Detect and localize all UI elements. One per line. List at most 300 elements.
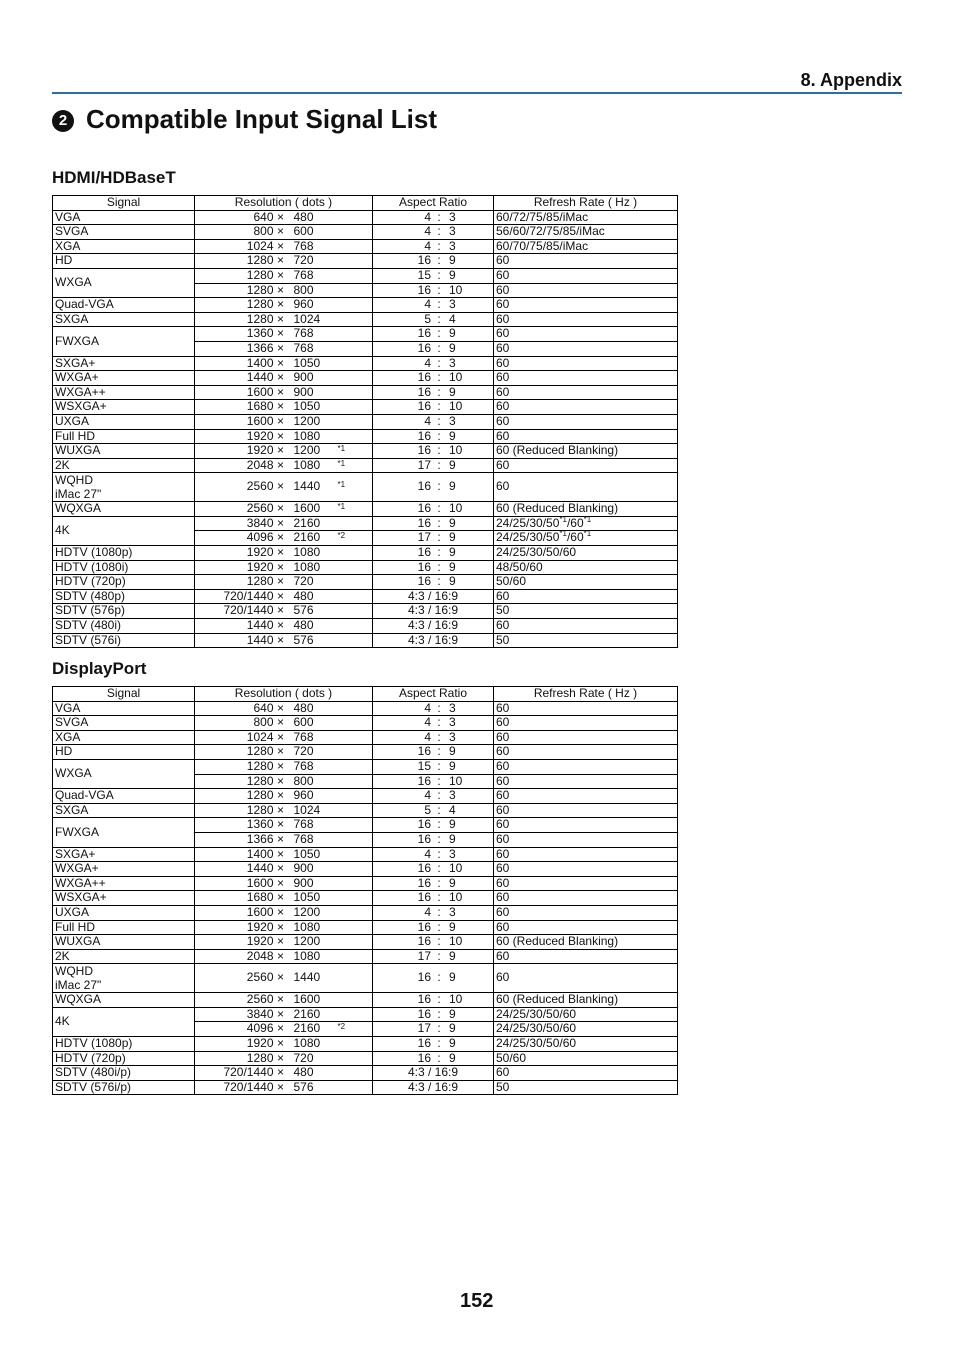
- refresh-rate-text: 50/60: [496, 574, 527, 589]
- times-sign: ×: [276, 992, 284, 1007]
- aspect-width: 4: [424, 905, 431, 919]
- aspect-width: 17: [417, 458, 431, 472]
- table-row: [53, 327, 678, 342]
- refresh-rate-text: 60: [496, 832, 510, 846]
- resolution-height: 1050: [293, 399, 321, 414]
- colon: :: [437, 210, 441, 224]
- table-row: [53, 701, 678, 716]
- signal-name: WQHD: [55, 964, 93, 979]
- aspect-height: 3: [449, 224, 456, 239]
- aspect-height: 3: [449, 414, 456, 428]
- resolution-width: 4096: [246, 1021, 274, 1036]
- aspect-height: 9: [449, 949, 456, 963]
- resolution-value: [197, 950, 370, 964]
- resolution-cell: [195, 619, 373, 634]
- resolution-width: 720/1440: [223, 589, 274, 603]
- aspect-ratio-value: [375, 459, 491, 473]
- refresh-rate-text: 60: [496, 414, 510, 428]
- footnote-marker: [338, 415, 358, 429]
- aspect-height: 10: [449, 501, 463, 516]
- table-row: [53, 949, 678, 964]
- colon: :: [437, 458, 441, 472]
- resolution-value: [197, 415, 370, 429]
- refresh-rate-cell: [494, 789, 678, 804]
- resolution-cell: [195, 774, 373, 789]
- refresh-rate-text: 60: [496, 970, 510, 985]
- resolution-cell: [195, 312, 373, 327]
- aspect-ratio-value: [375, 269, 491, 283]
- resolution-value: [197, 590, 370, 604]
- footnote-marker: [338, 993, 358, 1007]
- aspect-ratio-value: [375, 921, 491, 935]
- aspect-ratio-value: [375, 327, 491, 341]
- resolution-cell: [195, 847, 373, 862]
- refresh-rate-cell: [494, 803, 678, 818]
- hdmi-signal-table: [52, 195, 678, 648]
- table-row: [53, 254, 678, 269]
- aspect-width: 16: [417, 479, 431, 494]
- refresh-rate-text: 60: [496, 861, 510, 876]
- resolution-width: 1600: [246, 905, 274, 919]
- resolution-cell: [195, 327, 373, 342]
- refresh-rate-cell: [494, 385, 678, 400]
- table-row: [53, 239, 678, 254]
- footnote-marker: [338, 877, 358, 891]
- aspect-width: 16: [417, 1036, 431, 1051]
- signal-cell: 4K: [53, 516, 195, 545]
- refresh-rate-cell: [494, 429, 678, 444]
- table-header-row: [53, 196, 678, 211]
- aspect-height: 3: [449, 701, 456, 715]
- aspect-ratio-value: [375, 575, 491, 589]
- refresh-rate-text: 60: [496, 744, 510, 759]
- signal-cell: WUXGA: [53, 935, 195, 950]
- resolution-value: [197, 430, 370, 444]
- times-sign: ×: [276, 516, 284, 530]
- footnote-marker: [338, 731, 358, 745]
- refresh-rate-text: 60/70/75/85/iMac: [496, 239, 589, 253]
- aspect-ratio-cell: [373, 1022, 494, 1037]
- resolution-width: 2048: [246, 458, 274, 472]
- aspect-ratio-value: [375, 386, 491, 400]
- colon: :: [437, 253, 441, 268]
- aspect-ratio-cell: [373, 210, 494, 225]
- resolution-cell: [195, 356, 373, 371]
- aspect-height: 9: [449, 545, 456, 560]
- footnote-marker: [338, 971, 358, 985]
- times-sign: ×: [276, 1021, 284, 1036]
- signal-cell: HDTV (1080p): [53, 546, 195, 561]
- resolution-cell: [195, 862, 373, 877]
- refresh-rate-cell: [494, 964, 678, 993]
- aspect-width: 16: [417, 744, 431, 759]
- resolution-cell: [195, 935, 373, 950]
- footnote-marker: [338, 400, 358, 414]
- resolution-width: 1920: [246, 429, 274, 443]
- aspect-height: 9: [449, 876, 456, 890]
- aspect-ratio-value: [375, 731, 491, 745]
- footnote-marker: [338, 775, 358, 789]
- aspect-ratio-cell: [373, 730, 494, 745]
- aspect-width: 16: [417, 370, 431, 385]
- aspect-ratio-cell: [373, 964, 494, 993]
- resolution-width: 720/1440: [223, 1065, 274, 1080]
- resolution-height: 800: [293, 283, 314, 297]
- aspect-ratio-cell: [373, 327, 494, 342]
- footnote-marker: [338, 430, 358, 444]
- signal-cell: [53, 473, 195, 502]
- refresh-rate-text: 60 (Reduced Blanking): [496, 992, 619, 1007]
- times-sign: ×: [276, 934, 284, 949]
- resolution-width: 2560: [246, 992, 274, 1007]
- footnote-marker: [338, 818, 358, 832]
- aspect-ratio-value: [375, 225, 491, 239]
- aspect-ratio-cell: [373, 876, 494, 891]
- times-sign: ×: [276, 890, 284, 905]
- aspect-ratio-cell: [373, 745, 494, 760]
- resolution-width: 1280: [246, 268, 274, 282]
- aspect-ratio-cell: [373, 371, 494, 386]
- aspect-ratio-value: [375, 357, 491, 371]
- header-rule: [52, 92, 902, 94]
- colon: :: [437, 283, 441, 297]
- aspect-width: 16: [417, 429, 431, 443]
- footnote-marker: [338, 848, 358, 862]
- signal-cell: 4K: [53, 1007, 195, 1036]
- resolution-height: 800: [293, 774, 314, 788]
- refresh-rate-cell: [494, 254, 678, 269]
- resolution-width: 1920: [246, 560, 274, 574]
- resolution-cell: [195, 341, 373, 356]
- resolution-value: [197, 971, 370, 985]
- colon: :: [437, 545, 441, 560]
- aspect-ratio-value: [375, 848, 491, 862]
- times-sign: ×: [276, 545, 284, 560]
- resolution-cell: [195, 832, 373, 847]
- aspect-ratio-cell: [373, 604, 494, 619]
- times-sign: ×: [276, 560, 284, 574]
- signal-cell: [53, 964, 195, 993]
- times-sign: ×: [276, 847, 284, 861]
- table-row: [53, 444, 678, 459]
- aspect-ratio-value: [375, 240, 491, 254]
- resolution-value: [197, 371, 370, 385]
- page-number: 152: [460, 1290, 494, 1312]
- resolution-cell: [195, 1022, 373, 1037]
- signal-cell: HDTV (1080p): [53, 1037, 195, 1052]
- resolution-height: 1050: [293, 847, 321, 861]
- times-sign: ×: [276, 920, 284, 934]
- refresh-rate-text: 60: [496, 890, 510, 905]
- table-row: [53, 516, 678, 531]
- colon: :: [437, 414, 441, 428]
- refresh-rate-cell: [494, 589, 678, 604]
- aspect-ratio-cell: [373, 716, 494, 731]
- resolution-value: [197, 935, 370, 949]
- signal-cell: XGA: [53, 730, 195, 745]
- footnote-marker: [338, 561, 358, 575]
- refresh-rate-cell: [494, 502, 678, 517]
- resolution-value: [197, 1037, 370, 1051]
- aspect-ratio-value: [375, 833, 491, 847]
- aspect-ratio-value: [375, 430, 491, 444]
- aspect-height: 4: [449, 803, 456, 817]
- refresh-rate-cell: [494, 341, 678, 356]
- refresh-rate-text: 60: [496, 399, 510, 414]
- resolution-width: 1366: [246, 341, 274, 355]
- times-sign: ×: [276, 458, 284, 472]
- aspect-ratio-value: [375, 877, 491, 891]
- aspect-height: 9: [449, 1051, 456, 1065]
- aspect-ratio-cell: [373, 905, 494, 920]
- resolution-value: [197, 775, 370, 789]
- signal-cell: WXGA++: [53, 385, 195, 400]
- footnote-marker: [338, 906, 358, 920]
- aspect-width: 4: [424, 210, 431, 224]
- aspect-ratio-value: [375, 517, 491, 531]
- resolution-height: 960: [293, 788, 314, 803]
- refresh-rate-cell: [494, 531, 678, 546]
- aspect-ratio-value: [375, 1022, 491, 1036]
- resolution-height: 480: [293, 618, 314, 633]
- table-row: [53, 818, 678, 833]
- resolution-height: 2160: [293, 1021, 321, 1036]
- refresh-rate-text: 60/72/75/85/iMac: [496, 210, 589, 224]
- aspect-height: 9: [449, 759, 456, 773]
- aspect-width: 17: [417, 1021, 431, 1036]
- table-row: [53, 546, 678, 561]
- signal-cell: WQXGA: [53, 502, 195, 517]
- aspect-width: 16: [417, 574, 431, 589]
- column-header: Resolution ( dots ): [195, 196, 373, 211]
- aspect-height: 3: [449, 239, 456, 253]
- times-sign: ×: [276, 210, 284, 224]
- aspect-ratio-cell: [373, 283, 494, 298]
- aspect-ratio-cell: [373, 891, 494, 906]
- times-sign: ×: [276, 744, 284, 759]
- aspect-width: 16: [417, 934, 431, 949]
- refresh-rate-cell: [494, 949, 678, 964]
- aspect-width: 16: [417, 774, 431, 788]
- table-row: [53, 371, 678, 386]
- resolution-cell: [195, 993, 373, 1008]
- colon: :: [437, 730, 441, 744]
- times-sign: ×: [276, 1065, 284, 1080]
- table-row: [53, 905, 678, 920]
- resolution-value: [197, 480, 370, 494]
- aspect-ratio-value: 4:3 / 16:9: [407, 1065, 459, 1080]
- signal-name-alt: iMac 27": [55, 978, 102, 993]
- aspect-width: 4: [424, 715, 431, 730]
- resolution-width: 1400: [246, 356, 274, 370]
- colon: :: [437, 560, 441, 574]
- aspect-height: 3: [449, 730, 456, 744]
- aspect-ratio-value: [375, 789, 491, 803]
- refresh-rate-text: 50/60: [496, 1051, 527, 1065]
- footnote-marker: [338, 225, 358, 239]
- aspect-ratio-value: 4:3 / 16:9: [407, 618, 459, 633]
- aspect-ratio-value: 4:3 / 16:9: [407, 589, 459, 603]
- resolution-value: [197, 1052, 370, 1066]
- resolution-cell: [195, 1080, 373, 1095]
- aspect-ratio-cell: [373, 1037, 494, 1052]
- aspect-ratio-value: [375, 1037, 491, 1051]
- aspect-width: 15: [417, 268, 431, 282]
- colon: :: [437, 890, 441, 905]
- refresh-rate-cell: [494, 701, 678, 716]
- refresh-rate-text: 60: [496, 341, 510, 355]
- footnote-marker: [338, 284, 358, 298]
- footnote-marker: [338, 269, 358, 283]
- refresh-rate-cell: [494, 546, 678, 561]
- resolution-height: 720: [293, 744, 314, 759]
- signal-cell: Quad-VGA: [53, 298, 195, 313]
- refresh-rate-text: 60: [496, 730, 510, 744]
- refresh-rate-text: 60: [496, 479, 510, 494]
- resolution-value: [197, 444, 370, 458]
- signal-cell: WXGA+: [53, 371, 195, 386]
- signal-cell: WSXGA+: [53, 400, 195, 415]
- resolution-value: [197, 1081, 370, 1095]
- footnote-marker: *1: [337, 502, 346, 512]
- resolution-height: 1080: [293, 560, 321, 574]
- times-sign: ×: [276, 730, 284, 744]
- aspect-width: 16: [417, 253, 431, 268]
- aspect-ratio-value: [375, 502, 491, 516]
- refresh-rate-cell: [494, 458, 678, 473]
- signal-cell: SDTV (480p): [53, 589, 195, 604]
- aspect-ratio-value: [375, 546, 491, 560]
- resolution-cell: [195, 745, 373, 760]
- resolution-value: [197, 502, 370, 516]
- page-title-text: Compatible Input Signal List: [86, 104, 437, 134]
- resolution-width: 1280: [246, 788, 274, 803]
- resolution-width: 1920: [246, 920, 274, 934]
- resolution-value: [197, 818, 370, 832]
- colon: :: [437, 715, 441, 730]
- column-header: Aspect Ratio: [373, 687, 494, 702]
- refresh-rate-text: 60: [496, 370, 510, 385]
- footnote-marker: [338, 1008, 358, 1022]
- refresh-rate-cell: [494, 891, 678, 906]
- refresh-rate-text: 60: [496, 312, 510, 326]
- aspect-height: 9: [449, 1036, 456, 1051]
- times-sign: ×: [276, 574, 284, 589]
- footnote-marker: [338, 634, 358, 648]
- aspect-width: 16: [417, 832, 431, 846]
- times-sign: ×: [276, 501, 284, 516]
- resolution-value: [197, 731, 370, 745]
- resolution-value: [197, 240, 370, 254]
- resolution-cell: [195, 210, 373, 225]
- aspect-width: 16: [417, 501, 431, 516]
- aspect-height: 9: [449, 574, 456, 589]
- refresh-rate-cell: [494, 876, 678, 891]
- resolution-cell: [195, 400, 373, 415]
- colon: :: [437, 934, 441, 949]
- aspect-ratio-value: [375, 950, 491, 964]
- refresh-rate-cell: [494, 268, 678, 283]
- signal-cell: WQXGA: [53, 993, 195, 1008]
- aspect-height: 10: [449, 370, 463, 385]
- resolution-cell: [195, 589, 373, 604]
- footnote-marker: [338, 891, 358, 905]
- aspect-ratio-value: [375, 1008, 491, 1022]
- aspect-ratio-value: [375, 775, 491, 789]
- refresh-rate-cell: [494, 745, 678, 760]
- colon: :: [437, 876, 441, 890]
- signal-cell: 2K: [53, 458, 195, 473]
- table-row: [53, 1037, 678, 1052]
- aspect-ratio-value: [375, 313, 491, 327]
- resolution-value: [197, 1008, 370, 1022]
- resolution-value: [197, 313, 370, 327]
- aspect-ratio-cell: [373, 935, 494, 950]
- colon: :: [437, 832, 441, 846]
- signal-cell: WXGA+: [53, 862, 195, 877]
- signal-cell: Quad-VGA: [53, 789, 195, 804]
- resolution-value: [197, 716, 370, 730]
- resolution-height: 480: [293, 701, 314, 715]
- resolution-height: 480: [293, 1065, 314, 1080]
- signal-cell: HDTV (720p): [53, 1051, 195, 1066]
- times-sign: ×: [276, 970, 284, 985]
- refresh-rate-text: 60: [496, 701, 510, 715]
- footnote-marker: *1: [559, 516, 567, 524]
- table-row: [53, 473, 678, 502]
- signal-cell: HDTV (720p): [53, 575, 195, 590]
- colon: :: [437, 788, 441, 803]
- resolution-height: 900: [293, 876, 314, 890]
- resolution-height: 1080: [293, 429, 321, 443]
- refresh-rate-cell: [494, 371, 678, 386]
- signal-cell: SXGA+: [53, 356, 195, 371]
- resolution-width: 1280: [246, 574, 274, 589]
- signal-cell: WXGA: [53, 759, 195, 788]
- aspect-ratio-cell: [373, 341, 494, 356]
- aspect-width: 16: [417, 283, 431, 297]
- colon: :: [437, 341, 441, 355]
- resolution-cell: [195, 560, 373, 575]
- aspect-ratio-cell: [373, 560, 494, 575]
- times-sign: ×: [276, 788, 284, 803]
- aspect-ratio-cell: [373, 862, 494, 877]
- resolution-value: [197, 848, 370, 862]
- colon: :: [437, 992, 441, 1007]
- resolution-cell: [195, 239, 373, 254]
- signal-cell: FWXGA: [53, 327, 195, 356]
- table-row: [53, 716, 678, 731]
- refresh-rate-text: 24/25/30/50/60: [496, 1021, 577, 1036]
- resolution-value: [197, 877, 370, 891]
- resolution-height: 900: [293, 385, 314, 399]
- aspect-ratio-cell: [373, 1051, 494, 1066]
- resolution-height: 1440: [293, 970, 321, 985]
- resolution-width: 1280: [246, 803, 274, 817]
- resolution-height: 1440: [293, 479, 321, 494]
- aspect-height: 10: [449, 890, 463, 905]
- aspect-ratio-cell: [373, 444, 494, 459]
- aspect-ratio-cell: [373, 531, 494, 546]
- refresh-rate-cell: [494, 400, 678, 415]
- resolution-height: 1050: [293, 356, 321, 370]
- aspect-height: 9: [449, 1007, 456, 1021]
- refresh-rate-cell: [494, 210, 678, 225]
- resolution-value: [197, 327, 370, 341]
- resolution-value: [197, 531, 370, 545]
- resolution-height: 1200: [293, 414, 321, 428]
- refresh-rate-text: 60: [496, 920, 510, 934]
